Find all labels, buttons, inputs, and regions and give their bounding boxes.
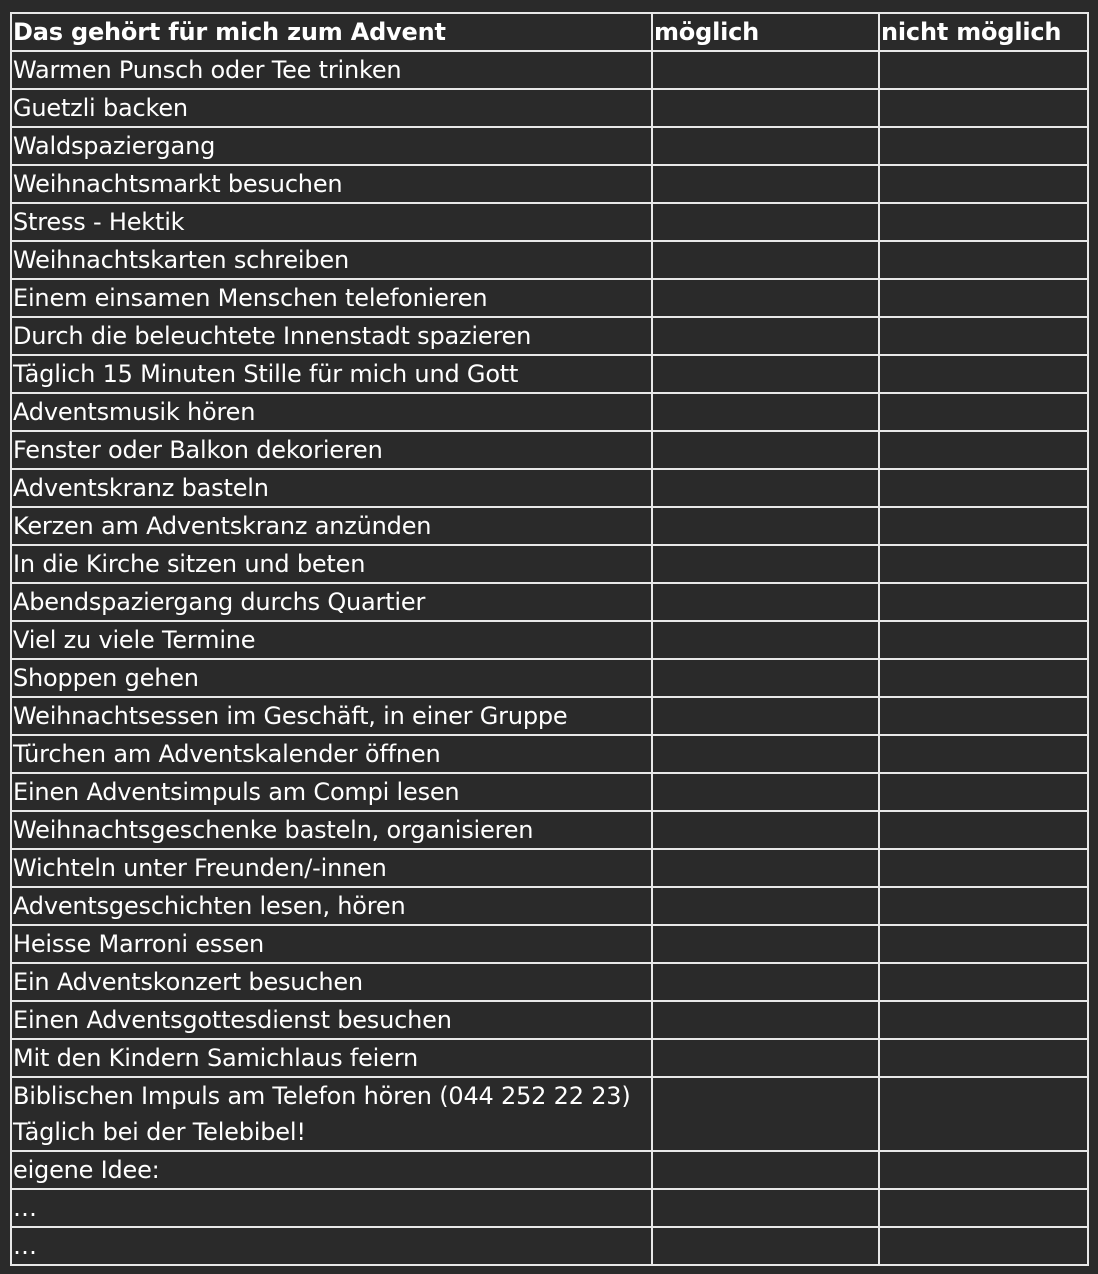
activity-cell: Mit den Kindern Samichlaus feiern (11, 1039, 652, 1077)
possible-check-cell[interactable] (652, 203, 879, 241)
activity-cell: Einen Adventsgottesdienst besuchen (11, 1001, 652, 1039)
not-possible-check-cell[interactable] (879, 1189, 1088, 1227)
activity-cell: Abendspaziergang durchs Quartier (11, 583, 652, 621)
activity-cell: Weihnachtsmarkt besuchen (11, 165, 652, 203)
not-possible-check-cell[interactable] (879, 811, 1088, 849)
possible-check-cell[interactable] (652, 849, 879, 887)
not-possible-check-cell[interactable] (879, 925, 1088, 963)
table-row (11, 697, 1088, 735)
possible-check-cell[interactable] (652, 1001, 879, 1039)
activity-cell: eigene Idee: (11, 1151, 652, 1189)
possible-check-cell[interactable] (652, 621, 879, 659)
table-row (11, 849, 1088, 887)
not-possible-check-cell[interactable] (879, 697, 1088, 735)
not-possible-check-cell[interactable] (879, 469, 1088, 507)
not-possible-check-cell[interactable] (879, 583, 1088, 621)
not-possible-check-cell[interactable] (879, 849, 1088, 887)
not-possible-check-cell[interactable] (879, 1227, 1088, 1265)
activity-cell: Ein Adventskonzert besuchen (11, 963, 652, 1001)
table-row (11, 583, 1088, 621)
not-possible-check-cell[interactable] (879, 51, 1088, 89)
table-row (11, 279, 1088, 317)
table-row (11, 469, 1088, 507)
possible-check-cell[interactable] (652, 1189, 879, 1227)
not-possible-check-cell[interactable] (879, 621, 1088, 659)
activity-cell: Durch die beleuchtete Innenstadt spazieren (11, 317, 652, 355)
table-row (11, 507, 1088, 545)
possible-check-cell[interactable] (652, 127, 879, 165)
not-possible-check-cell[interactable] (879, 317, 1088, 355)
not-possible-check-cell[interactable] (879, 735, 1088, 773)
not-possible-check-cell[interactable] (879, 431, 1088, 469)
table-row (11, 773, 1088, 811)
possible-check-cell[interactable] (652, 925, 879, 963)
table-row (11, 317, 1088, 355)
not-possible-check-cell[interactable] (879, 887, 1088, 925)
possible-check-cell[interactable] (652, 735, 879, 773)
activity-cell: Türchen am Adventskalender öffnen (11, 735, 652, 773)
header-activity: Das gehört für mich zum Advent (11, 13, 652, 51)
possible-check-cell[interactable] (652, 355, 879, 393)
activity-cell: Einen Adventsimpuls am Compi lesen (11, 773, 652, 811)
not-possible-check-cell[interactable] (879, 165, 1088, 203)
activity-cell: Heisse Marroni essen (11, 925, 652, 963)
table-row (11, 1077, 1088, 1151)
activity-cell: Adventsmusik hören (11, 393, 652, 431)
table-row (11, 241, 1088, 279)
possible-check-cell[interactable] (652, 545, 879, 583)
table-row (11, 1189, 1088, 1227)
table-row (11, 1001, 1088, 1039)
table-row (11, 51, 1088, 89)
possible-check-cell[interactable] (652, 1227, 879, 1265)
header-not-possible: nicht möglich (879, 13, 1088, 51)
activity-cell: Täglich 15 Minuten Stille für mich und Gott (11, 355, 652, 393)
activity-cell: Wichteln unter Freunden/-innen (11, 849, 652, 887)
not-possible-check-cell[interactable] (879, 1151, 1088, 1189)
possible-check-cell[interactable] (652, 89, 879, 127)
table-row (11, 659, 1088, 697)
table-row (11, 165, 1088, 203)
activity-cell: Weihnachtsessen im Geschäft, in einer Gruppe (11, 697, 652, 735)
possible-check-cell[interactable] (652, 431, 879, 469)
not-possible-check-cell[interactable] (879, 393, 1088, 431)
activity-cell: Stress - Hektik (11, 203, 652, 241)
table-row (11, 887, 1088, 925)
table-row (11, 545, 1088, 583)
not-possible-check-cell[interactable] (879, 1039, 1088, 1077)
not-possible-check-cell[interactable] (879, 203, 1088, 241)
possible-check-cell[interactable] (652, 507, 879, 545)
not-possible-check-cell[interactable] (879, 659, 1088, 697)
possible-check-cell[interactable] (652, 583, 879, 621)
possible-check-cell[interactable] (652, 773, 879, 811)
not-possible-check-cell[interactable] (879, 545, 1088, 583)
not-possible-check-cell[interactable] (879, 279, 1088, 317)
table-row (11, 355, 1088, 393)
possible-check-cell[interactable] (652, 659, 879, 697)
table-row (11, 811, 1088, 849)
table-row (11, 393, 1088, 431)
possible-check-cell[interactable] (652, 241, 879, 279)
not-possible-check-cell[interactable] (879, 507, 1088, 545)
table-row (11, 127, 1088, 165)
not-possible-check-cell[interactable] (879, 773, 1088, 811)
table-body (11, 51, 1088, 1265)
activity-cell: Warmen Punsch oder Tee trinken (11, 51, 652, 89)
activity-cell: Viel zu viele Termine (11, 621, 652, 659)
activity-cell: Einem einsamen Menschen telefonieren (11, 279, 652, 317)
activity-cell: Fenster oder Balkon dekorieren (11, 431, 652, 469)
activity-text: Biblischen Impuls am Telefon hören (044 252 22 23) (13, 1082, 631, 1110)
activity-cell: Adventsgeschichten lesen, hören (11, 887, 652, 925)
not-possible-check-cell[interactable] (879, 1001, 1088, 1039)
activity-cell: Kerzen am Adventskranz anzünden (11, 507, 652, 545)
not-possible-check-cell[interactable] (879, 355, 1088, 393)
possible-check-cell[interactable] (652, 697, 879, 735)
activity-cell: Shoppen gehen (11, 659, 652, 697)
possible-check-cell[interactable] (652, 963, 879, 1001)
activity-cell: … (11, 1189, 652, 1227)
not-possible-check-cell[interactable] (879, 1077, 1088, 1151)
table-row (11, 925, 1088, 963)
not-possible-check-cell[interactable] (879, 963, 1088, 1001)
possible-check-cell[interactable] (652, 1151, 879, 1189)
table-header-row (11, 13, 1088, 51)
activity-cell: Weihnachtskarten schreiben (11, 241, 652, 279)
possible-check-cell[interactable] (652, 887, 879, 925)
table-row (11, 431, 1088, 469)
table-row (11, 963, 1088, 1001)
activity-cell (11, 1077, 652, 1151)
table-row (11, 1039, 1088, 1077)
activity-text-line2: Täglich bei der Telebibel! (13, 1118, 306, 1146)
table-row (11, 203, 1088, 241)
table-row (11, 89, 1088, 127)
possible-check-cell[interactable] (652, 469, 879, 507)
possible-check-cell[interactable] (652, 165, 879, 203)
table-row (11, 621, 1088, 659)
possible-check-cell[interactable] (652, 51, 879, 89)
table-row (11, 1227, 1088, 1265)
possible-check-cell[interactable] (652, 1039, 879, 1077)
activity-cell: Weihnachtsgeschenke basteln, organisieren (11, 811, 652, 849)
possible-check-cell[interactable] (652, 393, 879, 431)
activity-cell: Guetzli backen (11, 89, 652, 127)
not-possible-check-cell[interactable] (879, 241, 1088, 279)
activity-cell: In die Kirche sitzen und beten (11, 545, 652, 583)
activity-cell: Waldspaziergang (11, 127, 652, 165)
possible-check-cell[interactable] (652, 811, 879, 849)
possible-check-cell[interactable] (652, 279, 879, 317)
table-row (11, 1151, 1088, 1189)
advent-checklist-table (10, 12, 1089, 1266)
not-possible-check-cell[interactable] (879, 89, 1088, 127)
header-possible: möglich (652, 13, 879, 51)
possible-check-cell[interactable] (652, 1077, 879, 1151)
not-possible-check-cell[interactable] (879, 127, 1088, 165)
activity-cell: Adventskranz basteln (11, 469, 652, 507)
activity-cell: … (11, 1227, 652, 1265)
possible-check-cell[interactable] (652, 317, 879, 355)
table-row (11, 735, 1088, 773)
